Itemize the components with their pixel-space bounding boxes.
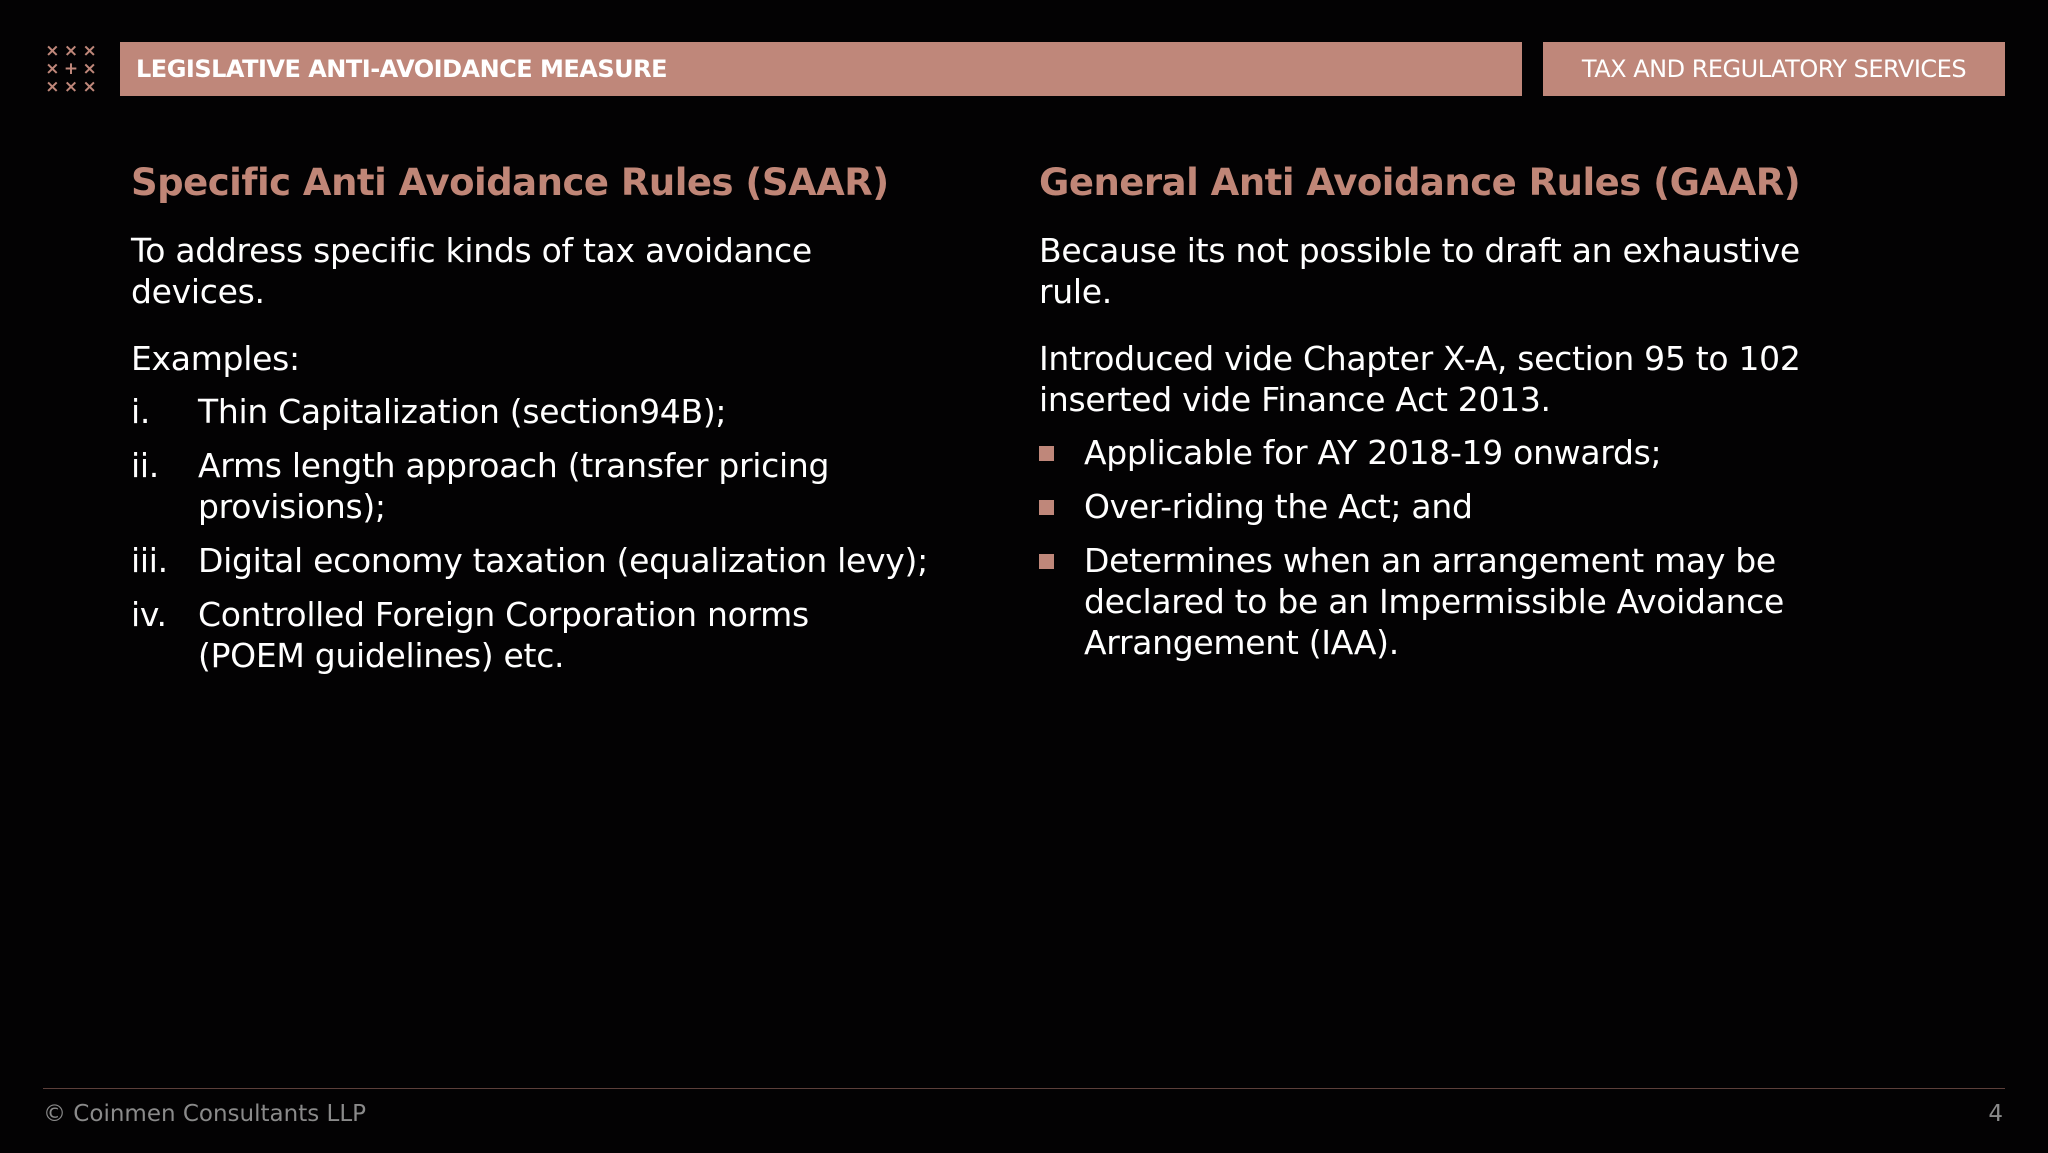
examples-label: Examples: [131,339,300,378]
logo-cross-icon: × [45,40,60,61]
list-item [131,540,931,581]
title-bar [120,42,1522,96]
square-bullet-icon [1039,446,1054,461]
bullet-text: Applicable for AY 2018-19 onwards; [1084,433,1662,472]
saar-examples-list [131,391,931,676]
item-number: iv. [131,595,167,634]
list-item [131,594,931,676]
item-text: Controlled Foreign Corporation norms (POEM guidelines) etc. [198,595,809,675]
list-item [1039,540,1839,663]
service-label: TAX AND REGULATORY SERVICES [1581,55,1967,83]
copyright-text: © Coinmen Consultants LLP [43,1101,367,1127]
logo-cross-icon: × [45,76,60,97]
item-number: i. [131,392,151,431]
gaar-column [1039,158,1839,676]
gaar-introduced: Introduced vide Chapter X-A, section 95 to 102 inserted vide Finance Act 2013. [1039,339,1801,419]
logo-mark [43,42,99,96]
list-item [131,391,931,432]
item-text: Arms length approach (transfer pricing provisions); [198,446,830,526]
item-number: ii. [131,446,159,485]
saar-intro: To address specific kinds of tax avoidance devices. [131,231,812,311]
item-text: Digital economy taxation (equalization levy); [198,541,928,580]
logo-cross-icon: × [63,40,79,61]
footer-divider [43,1088,2005,1089]
list-item [1039,432,1839,473]
logo-cross-icon: × [63,76,79,97]
bullet-text: Over-riding the Act; and [1084,487,1473,526]
service-tag [1543,42,2005,96]
bullet-text: Determines when an arrangement may be declared to be an Impermissible Avoidance Arrangement (IAA). [1084,541,1785,662]
logo-cross-icon: × [82,76,97,97]
list-item [131,445,931,527]
slide-title: LEGISLATIVE ANTI-AVOIDANCE MEASURE [136,55,668,83]
gaar-bullet-list [1039,432,1839,663]
square-bullet-icon [1039,554,1054,569]
logo-plus-icon: + [63,58,79,79]
gaar-heading: General Anti Avoidance Rules (GAAR) [1039,161,1801,204]
logo-cross-icon: × [82,58,97,79]
page-number: 4 [1988,1101,2003,1127]
list-item [1039,486,1839,527]
square-bullet-icon [1039,500,1054,515]
item-number: iii. [131,541,168,580]
logo-cross-icon: × [45,58,60,79]
logo-cross-icon: × [82,40,97,61]
saar-heading: Specific Anti Avoidance Rules (SAAR) [131,161,889,204]
gaar-intro: Because its not possible to draft an exhaustive rule. [1039,231,1800,311]
saar-column [131,158,931,689]
item-text: Thin Capitalization (section94B); [198,392,727,431]
